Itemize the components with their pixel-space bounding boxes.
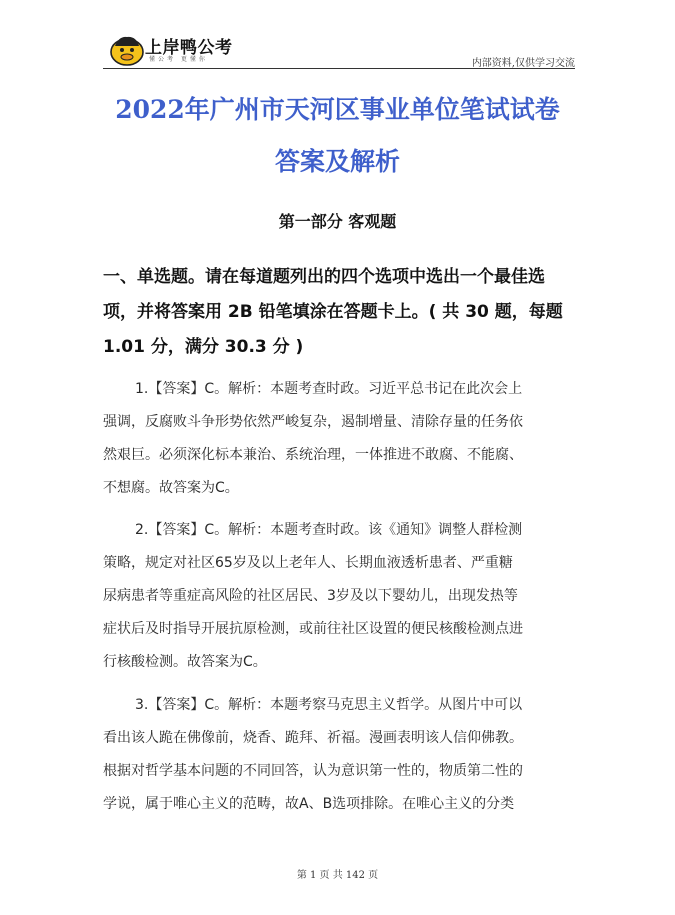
brand-logo [103, 30, 243, 66]
document-title-line2: 答案及解析 [274, 147, 400, 176]
section-heading-line2: 项，并将答案用 2B 铅笔填涂在答题卡上。( 共 30 题，每题 [103, 302, 563, 322]
duck-icon [109, 32, 145, 66]
body-line: 根据对哲学基本问题的不同回答，认为意识第一性的，物质第二性的 [103, 763, 523, 779]
header-divider [103, 68, 575, 69]
body-line: 行核酸检测。故答案为C。 [103, 654, 267, 670]
page-footer: 第 1 页 共 142 页 [296, 870, 379, 881]
section-heading-line3: 1.01 分，满分 30.3 分 ) [103, 337, 304, 357]
part-heading: 第一部分 客观题 [278, 212, 397, 231]
logo-slogan: 懂公考 更懂你 [149, 56, 208, 63]
page-header [103, 30, 575, 70]
body-line: 然艰巨。必须深化标本兼治、系统治理，一体推进不敢腐、不能腐、 [103, 447, 523, 463]
body-line: 1.【答案】C。解析：本题考查时政。习近平总书记在此次会上 [135, 381, 523, 397]
body-line: 尿病患者等重症高风险的社区居民、3岁及以下婴幼儿，出现发热等 [103, 588, 518, 604]
body-line: 强调，反腐败斗争形势依然严峻复杂，遏制增量、清除存量的任务依 [103, 414, 523, 430]
logo-text: 上岸鸭公考 [145, 38, 233, 58]
body-line: 症状后及时指导开展抗原检测，或前往社区设置的便民核酸检测点进 [103, 621, 523, 637]
body-line: 学说，属于唯心主义的范畴，故A、B选项排除。在唯心主义的分类 [103, 796, 515, 812]
body-line: 看出该人跪在佛像前，烧香、跪拜、祈福。漫画表明该人信仰佛教。 [103, 730, 523, 746]
section-heading-line1: 一、单选题。请在每道题列出的四个选项中选出一个最佳选 [103, 267, 545, 287]
body-line: 策略，规定对社区65岁及以上老年人、长期血液透析患者、严重糖 [103, 555, 513, 571]
body-line: 3.【答案】C。解析：本题考察马克思主义哲学。从图片中可以 [135, 697, 523, 713]
document-title-line1: 2022年广州市天河区事业单位笔试试卷 [115, 95, 560, 124]
body-line: 不想腐。故答案为C。 [103, 480, 239, 496]
header-note: 内部资料,仅供学习交流 [471, 58, 575, 69]
body-line: 2.【答案】C。解析：本题考查时政。该《通知》调整人群检测 [135, 522, 523, 538]
